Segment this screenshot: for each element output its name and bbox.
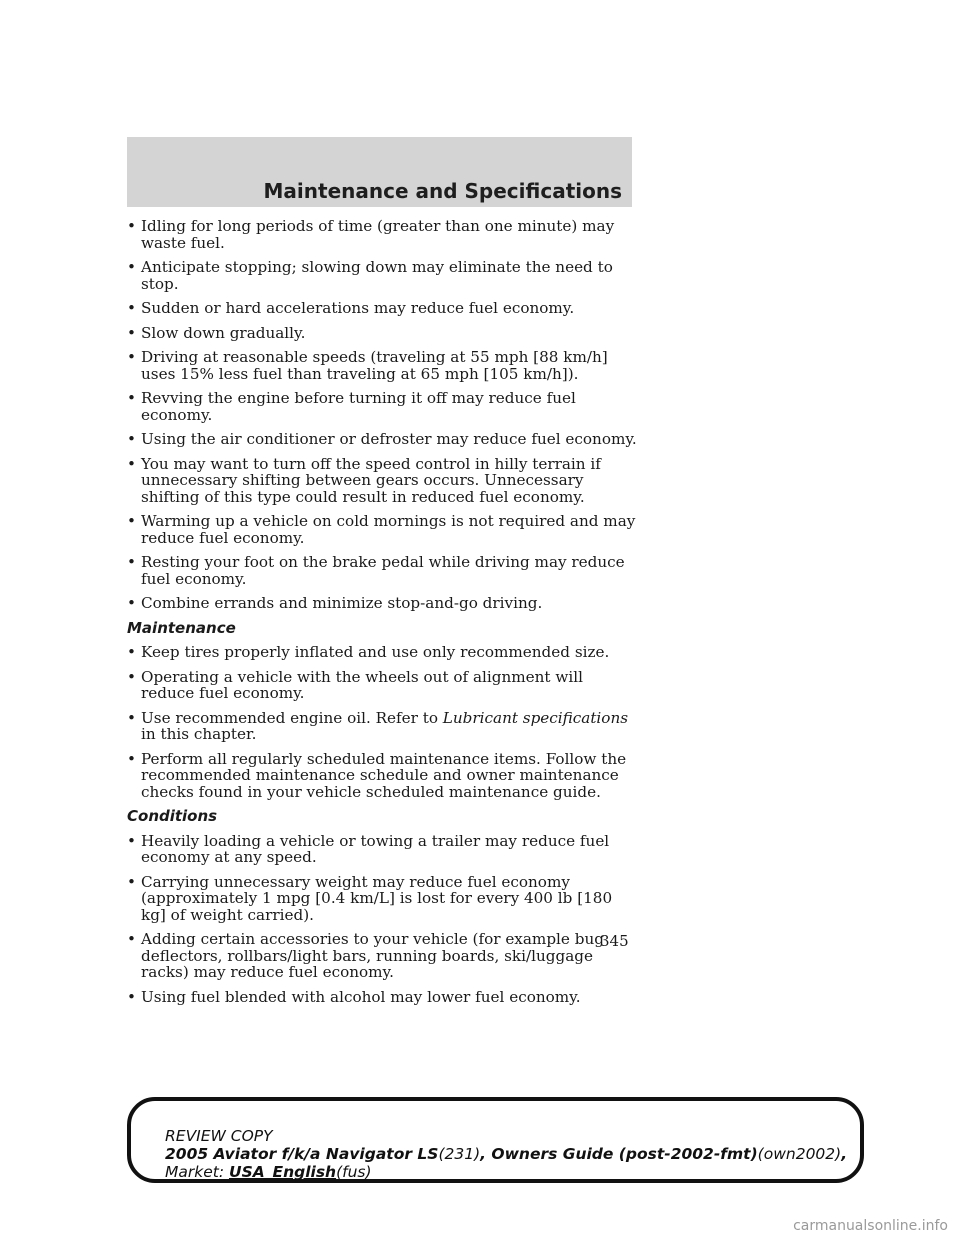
list-item: • Slow down gradually. [127,323,306,342]
bullet-icon: • [127,299,136,317]
bullet-icon: • [127,217,136,235]
bullet-icon: • [127,348,136,366]
bullet-icon: • [127,323,136,342]
bullet-icon: • [127,553,136,571]
bullet-icon: • [127,430,136,448]
review-copy-label: REVIEW COPY [165,1127,273,1145]
footer-market-line: Market: USA_English(fus) [165,1163,372,1181]
list-item: • Driving at reasonable speeds (traveling at 55 mph [88 km/h] uses 15% less fuel than traveling at 65 mph [105 km/h]). [127,348,608,383]
bullet-icon: • [127,667,136,686]
maintenance-list [127,644,639,800]
page-number: 345 [600,932,629,950]
section-header-band [127,137,632,207]
site-watermark: carmanualsonline.info [793,1218,948,1234]
bullet-icon: • [127,872,136,891]
bullet-icon: • [127,930,136,948]
page-content [127,218,639,1013]
list-item: • Keep tires properly inflated and use only recommended size. [127,643,610,661]
list-item: • Using fuel blended with alcohol may lower fuel economy. [127,987,581,1006]
list-item: • Anticipate stopping; slowing down may eliminate the need to stop. [127,258,613,293]
footer-model-line: 2005 Aviator f/k/a Navigator LS(231), Owners Guide (post-2002-fmt)(own2002), [165,1145,848,1163]
list-item: • Sudden or hard accelerations may reduce fuel economy. [127,299,575,317]
list-item: • Revving the engine before turning it off may reduce fuel economy. [127,389,576,424]
conditions-list [127,833,639,1006]
conditions-heading: Conditions [127,807,218,825]
bullet-icon: • [127,987,136,1006]
section-title: Maintenance and Specifications [263,179,622,203]
bullet-icon: • [127,594,136,612]
bullet-icon: • [127,258,136,276]
review-copy-footer-text [165,1127,855,1181]
list-item: • You may want to turn off the speed control in hilly terrain if unnecessary shifting between gears occurs. Unnecessary shifting of this type could result in reduced fuel economy. [127,454,601,506]
bullet-icon: • [127,389,136,407]
bullet-icon: • [127,454,136,473]
list-item: • Idling for long periods of time (greater than one minute) may waste fuel. [127,217,615,252]
list-item: • Adding certain accessories to your vehicle (for example bug deflectors, rollbars/light bars, running boards, ski/luggage racks) may reduce fuel economy. [127,930,604,981]
list-item: • Using the air conditioner or defroster may reduce fuel economy. [127,430,637,448]
bullet-icon: • [127,831,136,850]
bullet-icon: • [127,708,136,727]
lubricant-specifications-reference: Lubricant specifications [442,708,629,727]
bullet-icon: • [127,749,136,768]
list-item: • Warming up a vehicle on cold mornings is not required and may reduce fuel economy. [127,512,636,547]
maintenance-heading: Maintenance [127,618,236,637]
list-item: • Combine errands and minimize stop-and-go driving. [127,594,543,612]
list-item: • Resting your foot on the brake pedal while driving may reduce fuel economy. [127,553,625,588]
fuel-economy-tips-list [127,218,639,612]
list-item: • Operating a vehicle with the wheels out of alignment will reduce fuel economy. [127,667,583,702]
list-item: • Heavily loading a vehicle or towing a trailer may reduce fuel economy at any speed. [127,831,610,866]
bullet-icon: • [127,512,136,530]
list-item: • Carrying unnecessary weight may reduce fuel economy (approximately 1 mpg [0.4 km/L] is lost for every 400 lb [180 kg] of weight carried). [127,872,613,924]
list-item: • Use recommended engine oil. Refer to Lubricant specifications in this chapter. [127,708,629,743]
bullet-icon: • [127,643,136,661]
list-item: • Perform all regularly scheduled maintenance items. Follow the recommended maintenance schedule and owner maintenance checks found in your vehicle scheduled maintenance guide. [127,749,627,801]
